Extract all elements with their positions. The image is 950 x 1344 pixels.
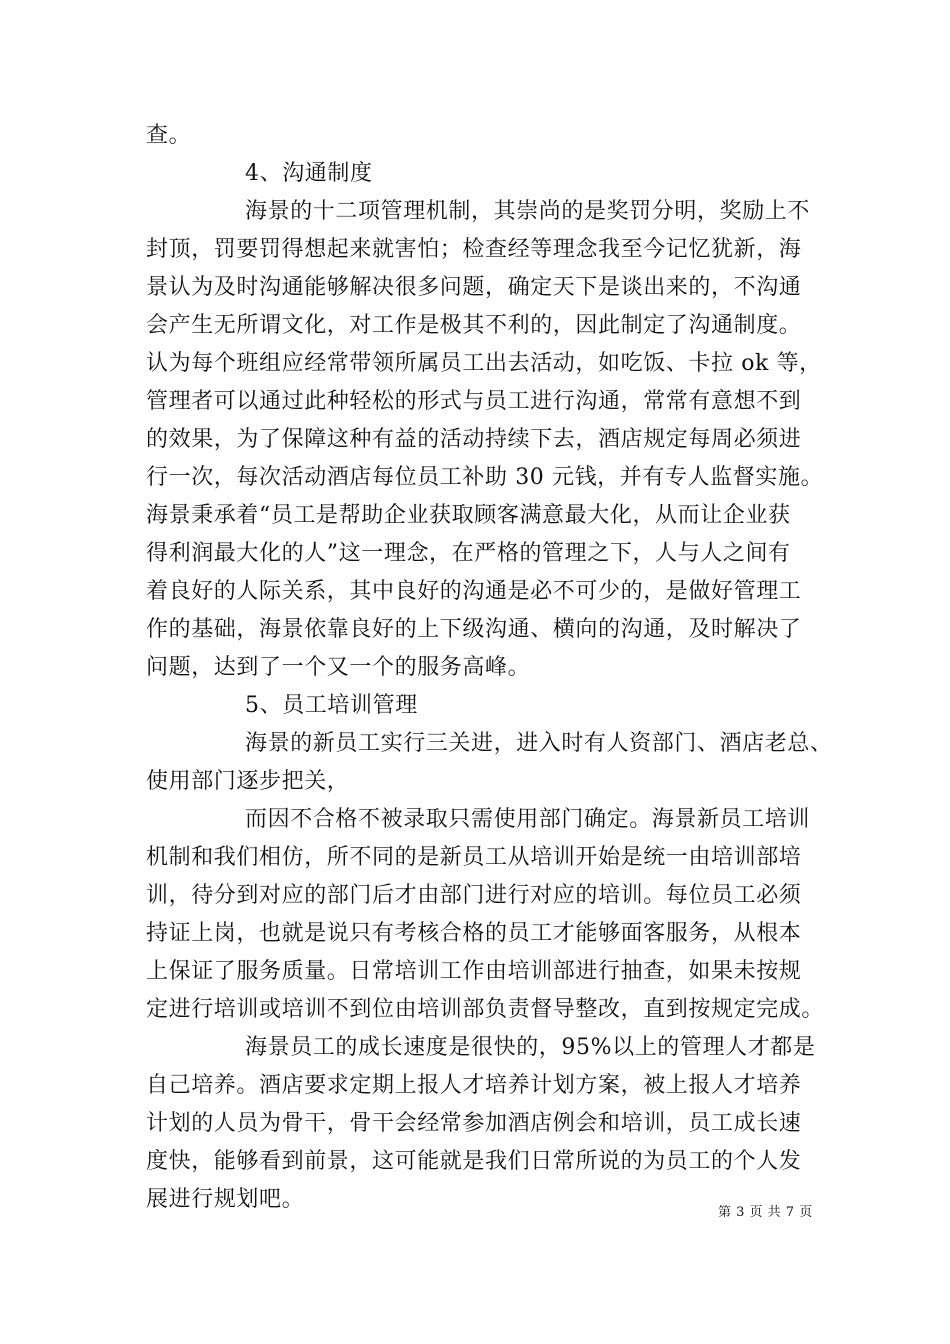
text-line: 认为每个班组应经常带领所属员工出去活动，如吃饭、卡拉 ok 等， <box>146 351 822 376</box>
text-line: 展进行规划吧。 <box>146 1187 305 1212</box>
text-line: 定进行培训或培训不到位由培训部负责督导整改，直到按规定完成。 <box>146 997 825 1022</box>
text-line: 景认为及时沟通能够解决很多问题，确定天下是谈出来的，不沟通 <box>146 275 802 300</box>
text-line: 海景的新员工实行三关进，进入时有人资部门、酒店老总、 <box>245 731 833 756</box>
text-line: 上保证了服务质量。日常培训工作由培训部进行抽查，如果未按规 <box>146 959 802 984</box>
text-line: 海景的十二项管理机制，其崇尚的是奖罚分明，奖励上不 <box>245 199 811 224</box>
text-line: 行一次，每次活动酒店每位员工补助 30 元钱，并有专人监督实施。 <box>146 465 824 490</box>
text-line: 作的基础，海景依靠良好的上下级沟通、横向的沟通，及时解决了 <box>146 617 802 642</box>
text-line: 查。 <box>146 123 192 148</box>
text-line: 机制和我们相仿，所不同的是新员工从培训开始是统一由培训部培 <box>146 845 802 870</box>
text-line: 的效果，为了保障这种有益的活动持续下去，酒店规定每周必须进 <box>146 427 802 452</box>
text-line: 而因不合格不被录取只需使用部门确定。海景新员工培训 <box>245 807 811 832</box>
text-line: 训，待分到对应的部门后才由部门进行对应的培训。每位员工必须 <box>146 883 802 908</box>
text-line: 问题，达到了一个又一个的服务高峰。 <box>146 655 531 680</box>
text-line: 海景员工的成长速度是很快的，95%以上的管理人才都是 <box>245 1035 816 1060</box>
text-line: 持证上岗，也就是说只有考核合格的员工才能够面客服务，从根本 <box>146 921 802 946</box>
text-line: 自己培养。酒店要求定期上报人才培养计划方案，被上报人才培养 <box>146 1073 802 1098</box>
text-line: 计划的人员为骨干，骨干会经常参加酒店例会和培训，员工成长速 <box>146 1111 802 1136</box>
text-line: 得利润最大化的人”这一理念，在严格的管理之下，人与人之间有 <box>146 541 791 566</box>
section-heading: 5、员工培训管理 <box>245 693 418 718</box>
text-line: 封顶，罚要罚得想起来就害怕；检查经等理念我至今记忆犹新，海 <box>146 237 802 262</box>
page-number: 第 3 页 共 7 页 <box>718 1205 813 1220</box>
text-line: 会产生无所谓文化，对工作是极其不利的，因此制定了沟通制度。 <box>146 313 802 338</box>
section-heading: 4、沟通制度 <box>245 161 373 186</box>
text-line: 管理者可以通过此种轻松的形式与员工进行沟通，常常有意想不到 <box>146 389 802 414</box>
text-line: 度快，能够看到前景，这可能就是我们日常所说的为员工的个人发 <box>146 1149 802 1174</box>
text-line: 海景秉承着“员工是帮助企业获取顾客满意最大化，从而让企业获 <box>146 503 791 528</box>
text-line: 使用部门逐步把关， <box>146 769 350 794</box>
text-line: 着良好的人际关系，其中良好的沟通是必不可少的，是做好管理工 <box>146 579 802 604</box>
